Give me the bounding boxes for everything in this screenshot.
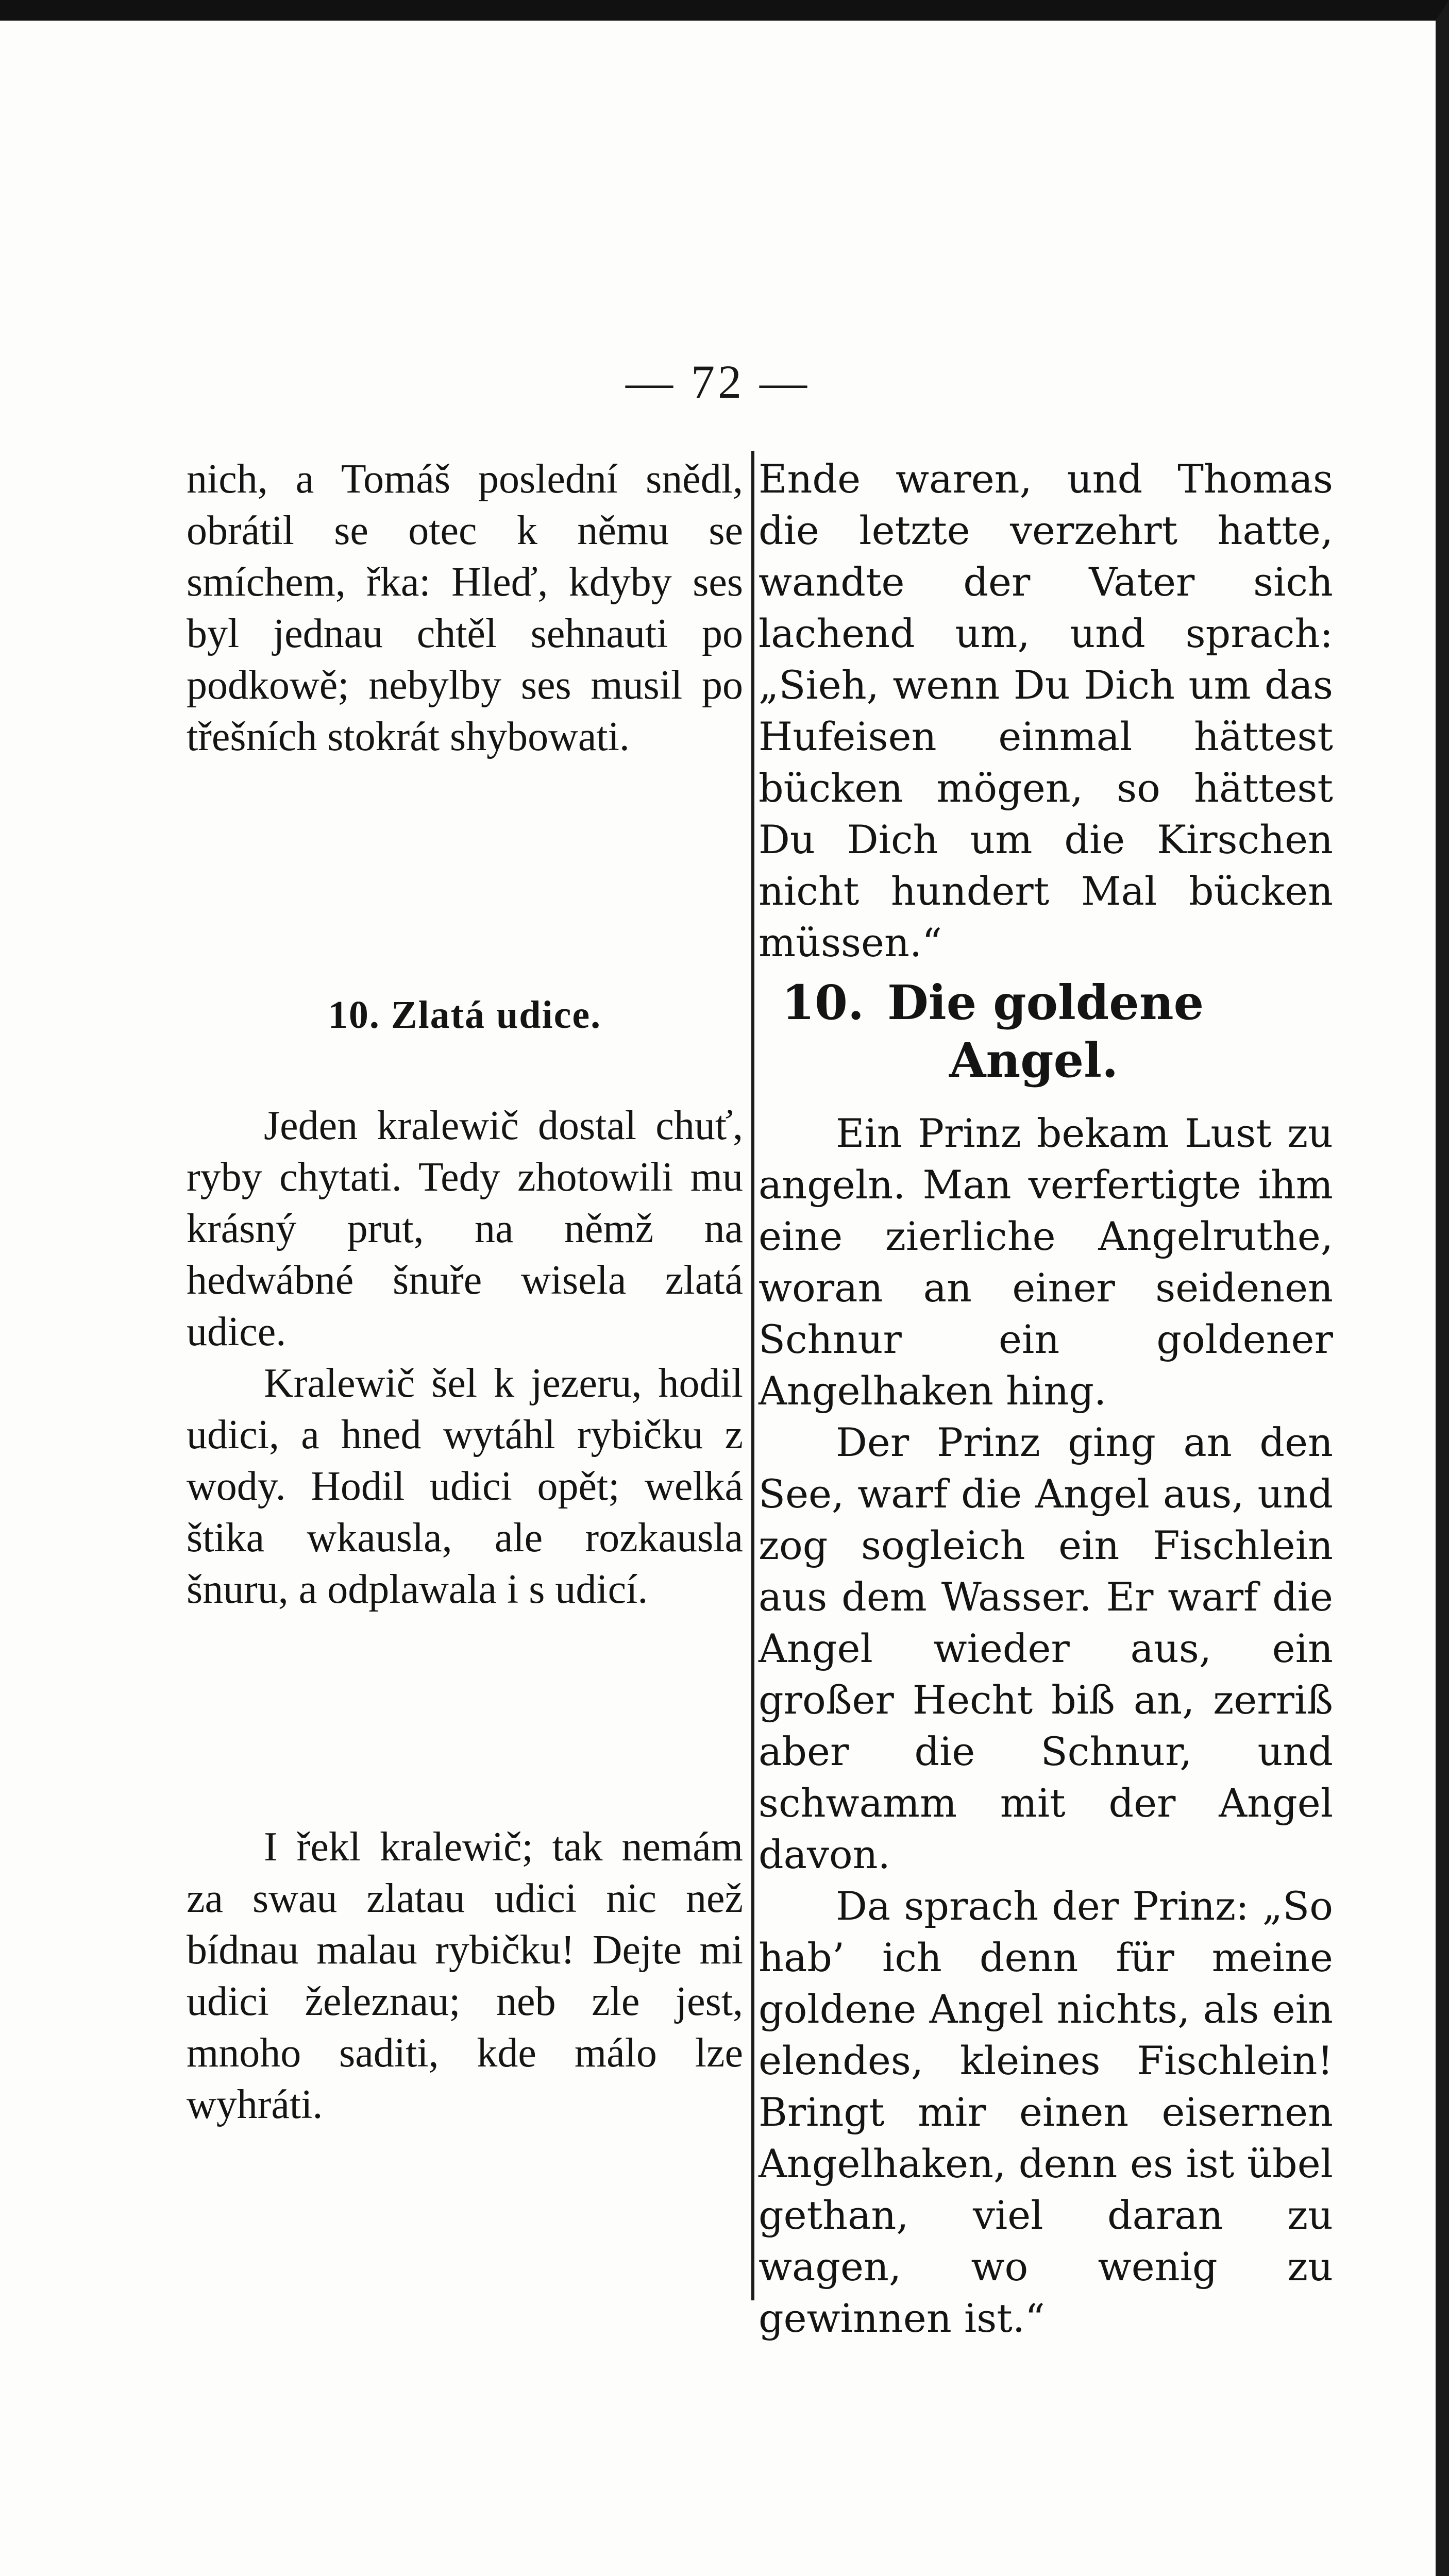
german-paragraph-3: Da sprach der Prinz: „So hab’ ich denn für meine goldene Angel nichts, als ein elendes, kleines Fischlein! Bringt mir einen eisernen Angelhaken, denn es ist übel gethan, viel daran zu wagen, wo wenig zu gewinnen ist.“ [759,1883,1333,2341]
german-heading-line-1: Die goldene [887,975,1204,1030]
right-column-continuation [759,453,1333,969]
czech-story-ending [187,1821,743,2130]
german-story-body [759,1108,1333,2344]
page-number: — 72 — [626,355,810,408]
left-column-continuation [187,453,743,762]
czech-continuation-text: nich, a Tomáš poslední snědl, obrátil se otec k němu se smíchem, řka: Hleď, kdyby ses byl jednau chtěl sehnauti po podkowě; nebylby ses musil po třešních stokrát shybowati. [187,456,743,759]
german-story-heading [759,974,1333,1089]
czech-story-heading: 10. Zlatá udice. [328,993,602,1037]
german-paragraph-2: Der Prinz ging an den See, warf die Angel aus, und zog sogleich ein Fischlein aus dem Wasser. Er warf die Angel wieder aus, ein großer Hecht biß an, zerriß aber die Schnur, und schwamm mit der Angel davon. [759,1419,1333,1877]
german-heading-line-2: Angel. [949,1032,1119,1088]
column-divider [751,451,754,2300]
german-heading-number: 10. [781,975,865,1030]
czech-paragraph-3: I řekl kralewič; tak nemám za swau zlatau udici nic než bídnau malau rybičku! Dejte mi udici železnau; neb zle jest, mnoho saditi, kde málo lze wyhráti. [187,1824,743,2127]
czech-paragraph-2: Kralewič šel k jezeru, hodil udici, a hned wytáhl rybičku z wody. Hodil udici opět; welká štika wkausla, ale rozkausla šnuru, a odplawala i s udicí. [187,1361,743,1612]
czech-paragraph-1: Jeden kralewič dostal chuť, ryby chytati. Tedy zhotowili mu krásný prut, na němž na hedwábné šnuře wisela zlatá udice. [187,1103,743,1354]
german-paragraph-1: Ein Prinz bekam Lust zu angeln. Man verfertigte ihm eine zierliche Angelruthe, woran an einer seidenen Schnur ein goldener Angelhaken hing. [759,1110,1333,1414]
german-continuation-text: Ende waren, und Thomas die letzte verzehrt hatte, wandte der Vater sich lachend um, und sprach: „Sieh, wenn Du Dich um das Hufeisen einmal hättest bücken mögen, so hättest Du Dich um die Kirschen nicht hundert Mal bücken müssen.“ [759,456,1333,965]
czech-story-body [187,1100,743,1615]
